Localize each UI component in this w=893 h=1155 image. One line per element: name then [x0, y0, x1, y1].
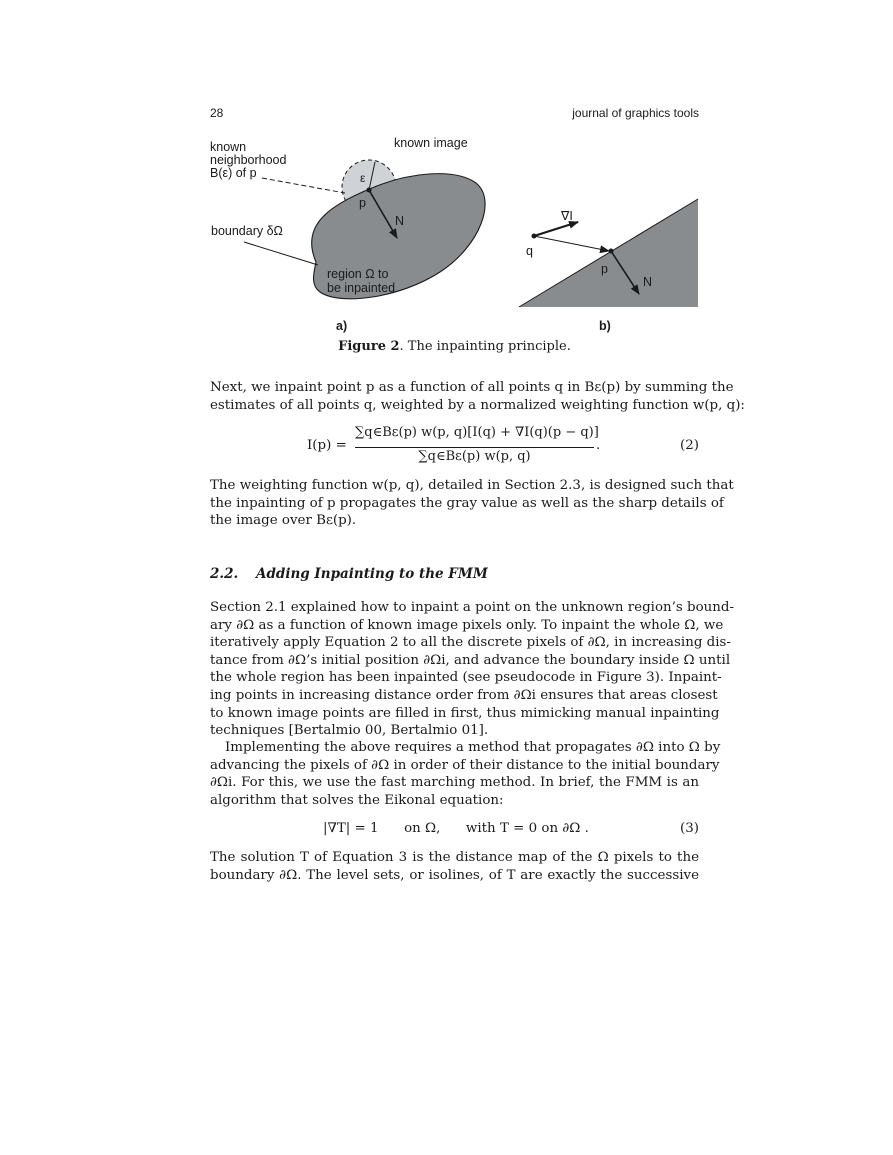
panel-b-label: b)	[599, 319, 611, 333]
page-number: 28	[210, 106, 224, 120]
neighborhood-leader	[262, 178, 345, 193]
label-b-eps: B(ε) of p	[210, 166, 257, 180]
eq2-lhs: I(p) =	[307, 438, 347, 453]
boundary-leader	[244, 242, 318, 265]
equation-number-2: (2)	[680, 438, 699, 453]
text-line: Implementing the above requires a method that propagates ∂Ω into Ω by	[225, 740, 721, 755]
text-line: Section 2.1 explained how to inpaint a point on the unknown region’s bound-	[210, 600, 735, 615]
label-neighborhood: neighborhood	[210, 153, 287, 167]
running-header: journal of graphics tools	[572, 106, 699, 120]
figure-caption	[210, 339, 699, 354]
paragraph-3	[210, 599, 735, 740]
text-line: Next, we inpaint point p as a function of all points q in Bε(p) by summing the	[210, 380, 734, 395]
text-line: estimates of all points q, weighted by a normalized weighting function w(p, q):	[210, 397, 745, 413]
text-line: ing points in increasing distance order from ∂Ωi ensures that areas closest	[210, 687, 718, 703]
text-line: ary ∂Ω as a function of known image pixels only. To inpaint the whole Ω, we	[210, 617, 724, 633]
label-region-2: be inpainted	[327, 281, 396, 295]
label-p-b: p	[601, 262, 608, 276]
label-known: known	[210, 140, 247, 154]
eq2-fraction-bar	[355, 447, 594, 448]
text-line: the whole region has been inpainted (see pseudocode in Figure 3). Inpaint-	[210, 670, 722, 686]
eq3-body: |∇T| = 1 on Ω, with T = 0 on ∂Ω .	[323, 821, 589, 836]
text-line: ∂Ωi. For this, we use the fast marching method. In brief, the FMM is an	[210, 775, 699, 791]
equation-number-3: (3)	[680, 821, 699, 836]
text-line: techniques [Bertalmio 00, Bertalmio 01].	[210, 723, 489, 739]
text-line: the inpainting of p propagates the gray value as well as the sharp details of	[210, 495, 724, 511]
label-known-image: known image	[394, 136, 468, 150]
text-line: The weighting function w(p, q), detailed in Section 2.3, is designed such that	[210, 478, 734, 493]
gradient-arrow	[534, 222, 578, 236]
label-region-1: region Ω to	[327, 267, 389, 281]
label-grad: ∇I	[561, 209, 573, 223]
eq2-numerator: ∑q∈Bε(p) w(p, q)[I(q) + ∇I(q)(p − q)]	[355, 425, 599, 440]
caption-text: . The inpainting principle.	[399, 339, 571, 354]
label-n-a: N	[395, 214, 405, 228]
label-p-a: p	[359, 196, 366, 210]
label-boundary: boundary δΩ	[211, 224, 283, 238]
label-n-b: N	[643, 275, 653, 289]
label-epsilon: ε	[360, 171, 366, 185]
inpainting-figure	[0, 0, 893, 360]
eq2-denominator: ∑q∈Bε(p) w(p, q)	[418, 449, 531, 464]
section-heading	[210, 566, 488, 582]
text-line: the image over Bε(p).	[210, 513, 357, 529]
text-line: iteratively apply Equation 2 to all the discrete pixels of ∂Ω, in increasing dis-	[210, 635, 731, 651]
section-title: Adding Inpainting to the FMM	[256, 566, 488, 582]
paragraph-4	[210, 739, 721, 809]
text-line: algorithm that solves the Eikonal equation:	[210, 792, 504, 808]
eq2-period: .	[596, 438, 601, 453]
paragraph-5	[210, 849, 699, 884]
panel-a-label: a)	[336, 319, 348, 333]
paragraph-1	[210, 379, 745, 414]
section-number: 2.2.	[210, 566, 239, 582]
q-to-p-arrow	[534, 236, 609, 251]
paragraph-2	[210, 477, 734, 530]
text-line: advancing the pixels of ∂Ω in order of their distance to the initial boundary	[210, 757, 720, 773]
text-line: tance from ∂Ω’s initial position ∂Ωi, and advance the boundary inside Ω until	[210, 652, 731, 668]
text-line: The solution T of Equation 3 is the distance map of the Ω pixels to the	[210, 850, 699, 865]
caption-label: Figure 2	[338, 339, 400, 354]
label-q: q	[526, 244, 533, 258]
text-line: to known image points are filled in first, thus mimicking manual inpainting	[210, 705, 720, 721]
text-line: boundary ∂Ω. The level sets, or isolines, of T are exactly the successive	[210, 867, 699, 883]
